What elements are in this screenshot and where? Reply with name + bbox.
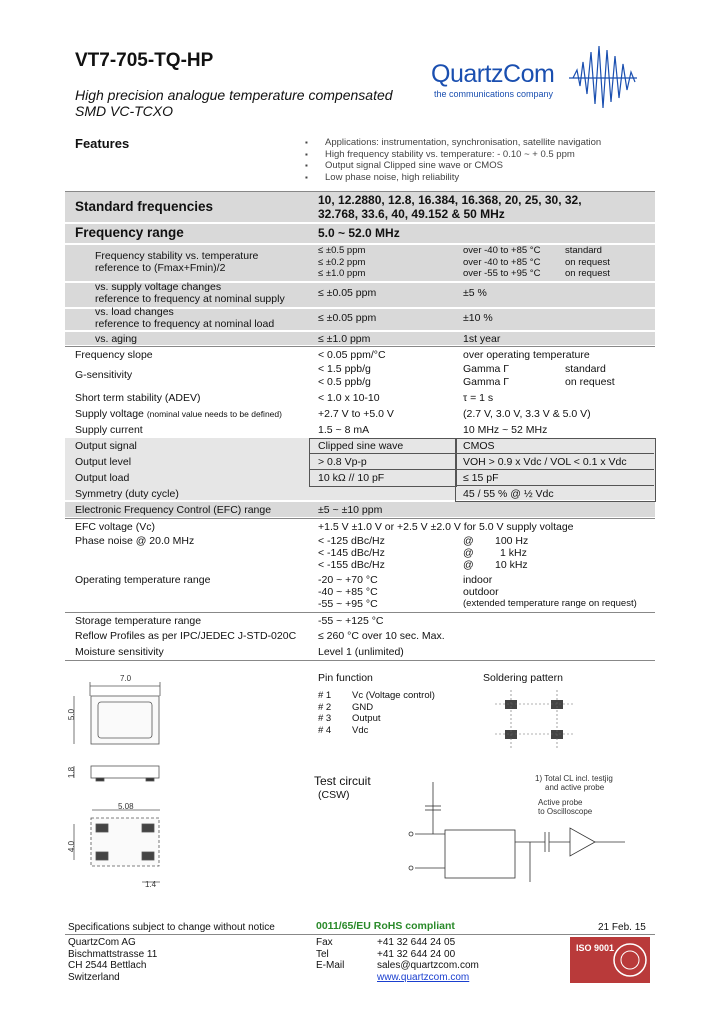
dim-7: 7.0 (120, 674, 132, 683)
sym-v2: 45 / 55 % @ ½ Vdc (463, 488, 554, 500)
st-v1: -55 ~ +125 °C (318, 615, 384, 627)
logo-wave-icon (567, 42, 639, 112)
list-item (318, 725, 435, 737)
list-item (318, 690, 435, 702)
rf-label: Reflow Profiles as per IPC/JEDEC J-STD-020C (75, 630, 297, 642)
test-sub: (CSW) (318, 789, 350, 801)
supply-label-1: vs. supply voltage changes (95, 281, 222, 293)
stab-v: ≤ ±0.5 ppm (318, 245, 366, 256)
load-v2: ±10 % (463, 312, 493, 324)
probe-1: Active probe (538, 798, 583, 807)
sym-label: Symmetry (duty cycle) (75, 488, 179, 500)
probe-2: to Oscilloscope (538, 807, 593, 816)
os-v1: Clipped sine wave (318, 440, 404, 452)
dim-14: 1.4 (145, 880, 157, 889)
stab-v: ≤ ±1.0 ppm (318, 268, 366, 279)
address-line: CH 2544 Bettlach (68, 960, 147, 971)
ms-v1: Level 1 (unlimited) (318, 646, 404, 658)
doc-date: 21 Feb. 15 (598, 922, 646, 933)
rohs-text: 0011/65/EU RoHS compliant (316, 920, 455, 932)
pin-fn: Vc (Voltage control) (352, 690, 435, 701)
aging-label: vs. aging (95, 333, 138, 345)
stab-note: on request (565, 268, 610, 279)
features-list (305, 137, 601, 183)
supply-voltage-label (75, 408, 282, 420)
sv-v1: +2.7 V to +5.0 V (318, 408, 394, 420)
list-item: ▪ Low phase noise, high reliability (305, 172, 601, 184)
rule (309, 453, 654, 454)
op-note: outdoor (463, 586, 499, 598)
solder-pattern-drawing (485, 686, 585, 766)
pn-v: < -155 dBc/Hz (318, 559, 385, 571)
pn-at: @ (463, 547, 474, 559)
sv-label: Supply voltage (75, 408, 144, 420)
rf-v1: ≤ 260 °C over 10 sec. Max. (318, 630, 445, 642)
pin-num: # 2 (318, 701, 332, 713)
pn-label: Phase noise @ 20.0 MHz (75, 535, 195, 547)
rule (65, 346, 655, 347)
pin-num: # 3 (318, 713, 332, 724)
stab-label-2: reference to (Fmax+Fmin)/2 (95, 262, 226, 274)
load-label-2: reference to frequency at nominal load (95, 318, 275, 330)
stab-note: on request (565, 256, 610, 268)
rule (455, 485, 654, 486)
contact-label: E-Mail (316, 960, 345, 971)
gsens-v: < 1.5 ppb/g (318, 363, 371, 375)
aging-v1: ≤ ±1.0 ppm (318, 333, 371, 345)
dim-height: 1.8 (67, 766, 77, 779)
test-circuit-diagram (405, 772, 645, 902)
change-notice: Specifications subject to change without notice (68, 922, 275, 933)
list-item (318, 713, 435, 725)
supply-label-2: reference to frequency at nominal supply (95, 293, 285, 305)
pin-fn: GND (352, 701, 374, 713)
pin-num: # 4 (318, 724, 332, 736)
pin-fn: Output (352, 713, 381, 724)
rule (309, 469, 654, 470)
load2-v1: 10 kΩ // 10 pF (318, 472, 385, 484)
load2-v2: ≤ 15 pF (463, 472, 499, 484)
aging-v2: 1st year (463, 333, 501, 345)
stab-v: ≤ ±0.2 ppm (318, 256, 366, 268)
op-v: -20 ~ +70 °C (318, 574, 378, 586)
adev-label: Short term stability (ADEV) (75, 392, 201, 404)
adev-v2: τ = 1 s (463, 392, 494, 404)
freq-range-label: Frequency range (75, 225, 184, 240)
efcv-label: EFC voltage (Vc) (75, 521, 155, 533)
contact-labels (316, 937, 344, 972)
certification-seal-icon (612, 941, 648, 979)
note-1: 1) Total CL incl. testjig (535, 774, 613, 783)
op-note: indoor (463, 574, 493, 586)
test-heading: Test circuit (314, 774, 371, 788)
subtitle-line-2: SMD VC-TCXO (75, 103, 173, 119)
gsens-note: on request (565, 376, 615, 388)
pn-f: 100 Hz (495, 535, 529, 547)
pin-fn: Vdc (352, 724, 369, 736)
address-line: Switzerland (68, 971, 120, 983)
address (68, 937, 157, 983)
subtitle-line-1: High precision analogue temperature compensated (75, 87, 393, 103)
gsens-label: G-sensitivity (75, 369, 133, 381)
stab-note: standard (565, 245, 602, 256)
ms-label: Moisture sensitivity (75, 646, 164, 658)
stab-range: over -40 to +85 °C (463, 245, 541, 256)
features-heading: Features (75, 136, 130, 151)
op-v: -40 ~ +85 °C (318, 586, 378, 598)
os-v2: CMOS (463, 440, 495, 452)
rule (65, 934, 655, 935)
sc-v1: 1.5 ~ 8 mA (318, 424, 370, 436)
supply-v2: ±5 % (463, 287, 487, 299)
pin-heading: Pin function (318, 672, 373, 684)
sc-v2: 10 MHz ~ 52 MHz (463, 424, 548, 436)
gsens-g: Gamma Γ (463, 363, 510, 375)
std-freq-value-1: 10, 12.2880, 12.8, 16.384, 16.368, 20, 25, 30, 32, (318, 193, 582, 207)
email-link[interactable]: sales@quartzcom.com (377, 960, 479, 971)
sc-label: Supply current (75, 424, 143, 436)
stab-range: over -55 to +95 °C (463, 268, 541, 279)
efcv-v1: +1.5 V ±1.0 V or +2.5 V ±2.0 V for 5.0 V supply voltage (318, 521, 574, 533)
op-note: (extended temperature range on request) (463, 598, 637, 609)
rule (65, 660, 655, 661)
dim-4: 4.0 (67, 840, 77, 853)
pn-v: < -145 dBc/Hz (318, 547, 385, 559)
op-v: -55 ~ +95 °C (318, 598, 378, 610)
adev-v1: < 1.0 x 10-10 (318, 392, 380, 404)
slope-v2: over operating temperature (463, 349, 590, 361)
rule (65, 612, 655, 613)
load2-label: Output load (75, 472, 130, 484)
iso-badge (570, 937, 650, 983)
gsens-v: < 0.5 ppb/g (318, 376, 371, 388)
freq-range-value: 5.0 ~ 52.0 MHz (318, 226, 400, 240)
slope-label: Frequency slope (75, 349, 153, 361)
st-label: Storage temperature range (75, 615, 202, 627)
list-item (318, 702, 435, 714)
std-freq-value-2: 32.768, 33.6, 40, 49.152 & 50 MHz (318, 207, 505, 221)
sv-note: (nominal value needs to be defined) (146, 409, 282, 419)
package-drawing (60, 670, 190, 900)
stab-range: over -40 to +85 °C (463, 256, 541, 268)
sv-v2: (2.7 V, 3.0 V, 3.3 V & 5.0 V) (463, 408, 591, 420)
contact-values (377, 937, 479, 983)
gsens-note: standard (565, 363, 606, 375)
stab-label-1: Frequency stability vs. temperature (95, 250, 259, 262)
efc-label: Electronic Frequency Control (EFC) range (75, 504, 272, 516)
pn-f: 1 kHz (500, 547, 527, 559)
op-label: Operating temperature range (75, 574, 211, 586)
note-2: and active probe (545, 783, 605, 792)
solder-heading: Soldering pattern (483, 672, 563, 684)
dim-5: 5.0 (67, 708, 77, 721)
slope-v1: < 0.05 ppm/°C (318, 349, 386, 361)
list-item: ▪ High frequency stability vs. temperature: - 0.10 ~ + 0.5 ppm (305, 149, 601, 161)
pin-list (318, 690, 435, 736)
load-label-1: vs. load changes (95, 306, 174, 318)
contact-label: Tel (316, 948, 329, 960)
ol-v2: VOH > 0.9 x Vdc / VOL < 0.1 x Vdc (463, 456, 627, 468)
pin-num: # 1 (318, 690, 332, 701)
contact-label: Fax (316, 937, 333, 948)
subtitle (75, 87, 393, 119)
tel-value: +41 32 644 24 00 (377, 948, 456, 960)
pn-f: 10 kHz (495, 559, 528, 571)
std-freq-label: Standard frequencies (75, 199, 214, 214)
pn-at: @ (463, 559, 474, 571)
list-item: ▪ Applications: instrumentation, synchronisation, satellite navigation (305, 137, 601, 149)
iso-text: ISO 9001 (576, 943, 615, 953)
logo-tagline: the communications company (434, 89, 554, 99)
gsens-g: Gamma Γ (463, 376, 510, 388)
ol-v1: > 0.8 Vp-p (318, 456, 367, 468)
address-line: QuartzCom AG (68, 937, 136, 948)
logo-name: QuartzCom (431, 60, 555, 88)
efc-v1: ±5 ~ ±10 ppm (318, 504, 383, 516)
website-link[interactable]: www.quartzcom.com (377, 971, 470, 983)
list-item: ▪ Output signal Clipped sine wave or CMOS (305, 160, 601, 172)
dim-508: 5.08 (118, 802, 134, 811)
rule (65, 518, 655, 519)
fax-value: +41 32 644 24 05 (377, 937, 456, 948)
load-v1: ≤ ±0.05 ppm (318, 312, 377, 324)
pn-v: < -125 dBc/Hz (318, 535, 385, 547)
os-label: Output signal (75, 440, 137, 452)
ol-label: Output level (75, 456, 132, 468)
supply-v1: ≤ ±0.05 ppm (318, 287, 377, 299)
rule (65, 191, 655, 192)
page-title: VT7-705-TQ-HP (75, 50, 214, 71)
address-line: Bischmattstrasse 11 (68, 948, 158, 960)
pn-at: @ (463, 535, 474, 547)
